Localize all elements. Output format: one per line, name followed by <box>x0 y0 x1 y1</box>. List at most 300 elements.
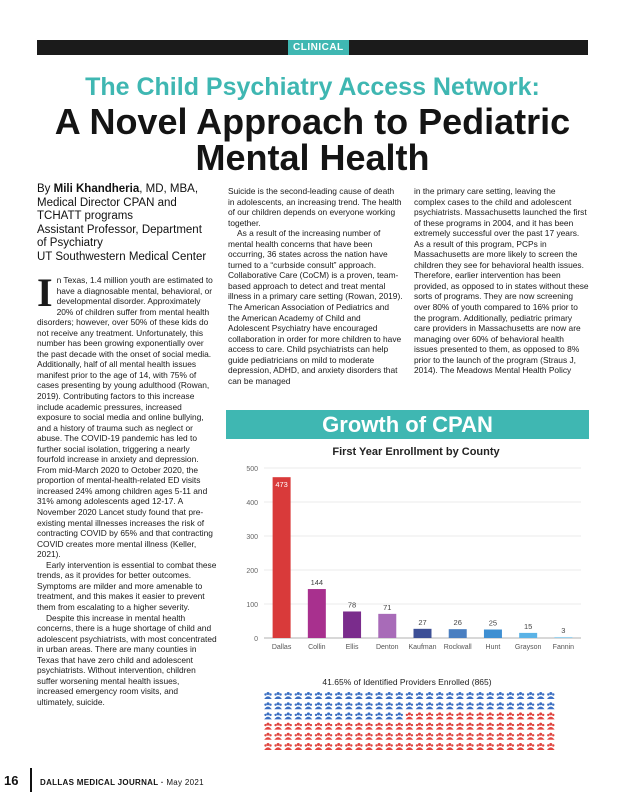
person-icon-head <box>391 724 393 726</box>
person-icon-head <box>539 712 542 715</box>
person-icon-head <box>451 734 453 736</box>
person-icon <box>284 712 292 719</box>
person-icon-head <box>458 712 461 715</box>
person-icon-head <box>347 733 350 736</box>
person-icon-head <box>522 714 524 716</box>
person-icon-body <box>315 727 323 730</box>
person-icon-head <box>305 714 307 716</box>
person-icon <box>295 692 303 699</box>
person-icon-head <box>418 733 421 736</box>
person-icon <box>396 723 404 730</box>
person-icon-head <box>317 702 320 705</box>
person-icon-head <box>406 724 408 726</box>
person-icon-head <box>274 734 276 736</box>
page-number: 16 <box>4 773 19 788</box>
person-icon-head <box>295 734 297 736</box>
person-icon-body <box>456 737 464 740</box>
person-icon-head <box>305 744 307 746</box>
person-icon-head <box>489 692 492 695</box>
person-icon-head <box>350 704 352 706</box>
person-icon-head <box>340 704 342 706</box>
person-icon <box>537 692 545 699</box>
bar <box>519 633 537 638</box>
person-icon-body <box>355 707 363 710</box>
person-icon-head <box>307 712 310 715</box>
person-icon <box>497 692 505 699</box>
person-icon-body <box>517 707 525 710</box>
person-icon-head <box>497 724 499 726</box>
person-icon-head <box>481 714 483 716</box>
person-icon-head <box>267 743 270 746</box>
person-icon-head <box>517 734 519 736</box>
person-icon-body <box>345 747 353 750</box>
person-icon-head <box>519 702 522 705</box>
bar <box>378 614 396 638</box>
person-icon-head <box>320 714 322 716</box>
person-icon-body <box>406 696 414 699</box>
person-icon <box>466 702 474 709</box>
person-icon-head <box>274 714 276 716</box>
person-icon <box>365 743 373 750</box>
title-line-2: Mental Health <box>195 137 430 178</box>
data-label: 78 <box>347 600 357 610</box>
person-icon-head <box>360 734 362 736</box>
person-icon-head <box>335 724 337 726</box>
person-icon-head <box>295 693 297 695</box>
person-icon-body <box>365 707 373 710</box>
person-icon-body <box>416 707 424 710</box>
person-icon-head <box>451 724 453 726</box>
person-icon-head <box>431 724 433 726</box>
person-icon-body <box>365 717 373 720</box>
person-icon-head <box>458 743 461 746</box>
person-icon-head <box>287 702 290 705</box>
person-icon-head <box>512 693 514 695</box>
person-icon-body <box>325 737 333 740</box>
person-icon <box>436 712 444 719</box>
person-icon-head <box>492 744 494 746</box>
person-icon-head <box>274 693 276 695</box>
person-icon-head <box>466 724 468 726</box>
person-icon-head <box>264 704 266 706</box>
person-icon-head <box>325 724 327 726</box>
footer-divider <box>30 768 32 792</box>
person-icon-body <box>476 737 484 740</box>
person-icon-head <box>285 693 287 695</box>
person-icon-body <box>355 727 363 730</box>
person-icon-head <box>492 734 494 736</box>
person-icon-head <box>461 724 463 726</box>
person-icon-body <box>497 737 505 740</box>
person-icon-head <box>502 724 504 726</box>
person-icon-head <box>378 733 381 736</box>
person-icon-head <box>537 744 539 746</box>
person-icon <box>497 743 505 750</box>
person-icon-head <box>297 712 300 715</box>
person-icon-head <box>426 714 428 716</box>
person-icon-body <box>476 727 484 730</box>
person-icon <box>305 692 313 699</box>
person-icon-head <box>327 743 330 746</box>
person-icon-head <box>360 744 362 746</box>
data-label: 27 <box>418 617 427 627</box>
person-icon <box>315 723 323 730</box>
person-icon <box>426 712 434 719</box>
person-icon-body <box>446 696 454 699</box>
person-icon <box>416 712 424 719</box>
person-icon-head <box>406 744 408 746</box>
person-icon-head <box>446 693 448 695</box>
person-icon-head <box>355 734 357 736</box>
person-icon-body <box>426 747 434 750</box>
person-icon-body <box>355 747 363 750</box>
person-icon-body <box>466 696 474 699</box>
person-icon <box>517 702 525 709</box>
person-icon <box>274 692 282 699</box>
person-icon-head <box>277 733 280 736</box>
person-icon <box>295 712 303 719</box>
person-icon-body <box>365 727 373 730</box>
person-icon <box>274 743 282 750</box>
person-icon <box>335 743 343 750</box>
person-icon-head <box>285 724 287 726</box>
person-icon-head <box>337 723 340 726</box>
person-icon-body <box>274 747 282 750</box>
person-icon-head <box>542 724 544 726</box>
person-icon-head <box>320 744 322 746</box>
person-icon-head <box>542 734 544 736</box>
person-icon-head <box>386 734 388 736</box>
person-icon <box>426 723 434 730</box>
person-icon-body <box>476 747 484 750</box>
person-icon-head <box>411 744 413 746</box>
person-icon-body <box>527 737 535 740</box>
person-icon-head <box>476 744 478 746</box>
person-icon-body <box>325 696 333 699</box>
person-icon-body <box>537 737 545 740</box>
person-icon-head <box>350 734 352 736</box>
person-icon-head <box>529 743 532 746</box>
person-icon-head <box>426 724 428 726</box>
person-icon-head <box>285 734 287 736</box>
person-icon-head <box>285 744 287 746</box>
byline-line: TCHATT programs <box>37 210 134 223</box>
person-icon <box>284 692 292 699</box>
person-icon-head <box>401 744 403 746</box>
person-icon-head <box>542 714 544 716</box>
person-icon <box>345 702 353 709</box>
data-label: 3 <box>561 625 566 635</box>
person-icon-head <box>401 714 403 716</box>
person-icon <box>426 692 434 699</box>
person-icon-head <box>522 693 524 695</box>
person-icon-body <box>426 707 434 710</box>
person-icon-head <box>325 734 327 736</box>
person-icon-head <box>527 734 529 736</box>
person-icon-body <box>527 696 535 699</box>
person-icon-body <box>274 727 282 730</box>
person-icon-body <box>335 727 343 730</box>
person-icon-head <box>396 693 398 695</box>
person-icon-head <box>492 704 494 706</box>
person-icon-head <box>456 714 458 716</box>
person-icon-head <box>279 714 281 716</box>
person-icon <box>476 743 484 750</box>
person-icon-head <box>418 743 421 746</box>
byline-author: Mili Khandheria <box>53 183 140 195</box>
person-icon-head <box>549 712 552 715</box>
person-icon-head <box>277 702 280 705</box>
person-icon-head <box>401 734 403 736</box>
person-icon-body <box>284 707 292 710</box>
person-icon-head <box>347 743 350 746</box>
person-icon-head <box>347 692 350 695</box>
person-icon-head <box>267 723 270 726</box>
person-icon-head <box>317 712 320 715</box>
person-icon-head <box>421 714 423 716</box>
person-icon <box>284 723 292 730</box>
person-icon-head <box>345 704 347 706</box>
person-icon <box>345 723 353 730</box>
person-icon-head <box>458 723 461 726</box>
person-icon-head <box>380 714 382 716</box>
person-icon <box>385 702 393 709</box>
person-icon-head <box>471 704 473 706</box>
person-icon-head <box>461 744 463 746</box>
person-icon-head <box>509 733 512 736</box>
person-icon-body <box>284 747 292 750</box>
person-icon-head <box>330 714 332 716</box>
person-icon-body <box>416 747 424 750</box>
person-icon-body <box>456 727 464 730</box>
person-icon <box>274 733 282 740</box>
person-icon-body <box>295 737 303 740</box>
person-icon-head <box>542 744 544 746</box>
person-icon-head <box>479 702 482 705</box>
person-icon <box>486 702 494 709</box>
person-icon-head <box>522 734 524 736</box>
person-icon-body <box>486 696 494 699</box>
person-icon-body <box>385 707 393 710</box>
person-icon-body <box>385 727 393 730</box>
person-icon-head <box>305 693 307 695</box>
body-column-2 <box>228 186 403 386</box>
person-icon-head <box>436 724 438 726</box>
person-icon-head <box>269 724 271 726</box>
person-icon-head <box>549 702 552 705</box>
person-icon-head <box>345 714 347 716</box>
person-icon-head <box>497 704 499 706</box>
person-icon-head <box>325 744 327 746</box>
person-icon-body <box>284 737 292 740</box>
person-icon <box>295 743 303 750</box>
person-icon-head <box>431 693 433 695</box>
person-icon <box>446 733 454 740</box>
person-icon-head <box>492 693 494 695</box>
enrollment-chart-svg <box>226 440 589 760</box>
person-icon <box>436 692 444 699</box>
person-icon-head <box>466 693 468 695</box>
person-icon-head <box>421 734 423 736</box>
person-icon <box>507 702 515 709</box>
person-icon <box>547 712 555 719</box>
person-icon-body <box>507 747 515 750</box>
person-icon-head <box>502 734 504 736</box>
person-icon-body <box>517 717 525 720</box>
person-icon-head <box>305 724 307 726</box>
person-icon <box>547 743 555 750</box>
person-icon <box>497 702 505 709</box>
person-icon-head <box>461 693 463 695</box>
person-icon <box>396 733 404 740</box>
person-icon-head <box>421 693 423 695</box>
person-icon-head <box>532 693 534 695</box>
person-icon-body <box>305 747 313 750</box>
person-icon-head <box>507 704 509 706</box>
person-icon-body <box>547 717 555 720</box>
person-icon-head <box>310 744 312 746</box>
person-icon-head <box>325 704 327 706</box>
person-icon-head <box>310 734 312 736</box>
person-icon-head <box>340 734 342 736</box>
person-icon <box>264 702 272 709</box>
byline-line: Assistant Professor, Department <box>37 223 202 236</box>
person-icon <box>406 723 414 730</box>
person-icon-head <box>378 702 381 705</box>
paragraph <box>37 270 217 560</box>
person-icon-head <box>471 724 473 726</box>
person-icon-head <box>297 702 300 705</box>
person-icon <box>497 733 505 740</box>
person-icon-head <box>388 723 391 726</box>
person-icon-head <box>436 693 438 695</box>
person-icon-head <box>509 723 512 726</box>
person-icon-head <box>398 743 401 746</box>
person-icon-head <box>547 724 549 726</box>
person-icon-head <box>378 723 381 726</box>
y-tick-label: 400 <box>246 500 258 507</box>
person-icon-head <box>532 744 534 746</box>
person-icon <box>486 692 494 699</box>
person-icon-head <box>539 692 542 695</box>
person-icon-head <box>386 693 388 695</box>
person-icon-head <box>479 692 482 695</box>
person-icon <box>456 723 464 730</box>
person-icon <box>335 733 343 740</box>
person-icon-body <box>527 707 535 710</box>
person-icon-head <box>350 744 352 746</box>
person-icon <box>507 712 515 719</box>
person-icon-head <box>310 714 312 716</box>
person-icon-head <box>401 724 403 726</box>
person-icon <box>476 702 484 709</box>
person-icon <box>406 712 414 719</box>
title-line-1: A Novel Approach to Pediatric <box>54 101 571 142</box>
person-icon <box>547 692 555 699</box>
bar <box>273 477 291 638</box>
person-icon-body <box>426 696 434 699</box>
person-icon-head <box>476 693 478 695</box>
person-icon-head <box>307 692 310 695</box>
person-icon-body <box>537 707 545 710</box>
person-icon-head <box>269 714 271 716</box>
person-icon <box>436 723 444 730</box>
person-icon-head <box>365 724 367 726</box>
person-icon-body <box>274 696 282 699</box>
person-icon-body <box>295 747 303 750</box>
person-icon-body <box>305 707 313 710</box>
person-icon-head <box>451 693 453 695</box>
person-icon <box>497 723 505 730</box>
article-kicker: The Child Psychiatry Access Network: <box>85 73 540 101</box>
person-icon-body <box>476 717 484 720</box>
person-icon-head <box>416 704 418 706</box>
person-icon-head <box>522 724 524 726</box>
y-tick-label: 100 <box>246 602 258 609</box>
person-icon-body <box>446 737 454 740</box>
person-icon-head <box>438 712 441 715</box>
person-icon-head <box>461 704 463 706</box>
person-icon-head <box>509 712 512 715</box>
person-icon <box>537 712 545 719</box>
person-icon-head <box>386 744 388 746</box>
person-icon-head <box>340 744 342 746</box>
person-icon-head <box>438 723 441 726</box>
person-icon-body <box>507 707 515 710</box>
person-icon-body <box>507 727 515 730</box>
person-icon-body <box>547 696 555 699</box>
person-icon-head <box>527 693 529 695</box>
person-icon-head <box>315 704 317 706</box>
person-icon-head <box>549 733 552 736</box>
person-icon-body <box>476 707 484 710</box>
person-icon-body <box>325 747 333 750</box>
person-icon-head <box>512 704 514 706</box>
person-icon-head <box>300 714 302 716</box>
person-icon-head <box>388 733 391 736</box>
person-icon-head <box>547 693 549 695</box>
person-icon-head <box>502 744 504 746</box>
person-icon-body <box>385 717 393 720</box>
person-icon-head <box>448 723 451 726</box>
person-icon <box>264 723 272 730</box>
person-icon-body <box>396 717 404 720</box>
person-icon-head <box>317 692 320 695</box>
person-icon-body <box>295 717 303 720</box>
person-icon-head <box>466 714 468 716</box>
person-icon <box>325 692 333 699</box>
person-icon-head <box>365 714 367 716</box>
person-icon-head <box>345 724 347 726</box>
person-icon-body <box>547 707 555 710</box>
paragraph: Early intervention is essential to combat these trends, as it provides for better outcomes. Symptoms are milder and more amenable to treatment, and this makes it easier to prevent them from escalating to a higher severity. <box>37 559 217 612</box>
person-icon-head <box>267 702 270 705</box>
enrollment-chart <box>226 440 589 765</box>
person-icon-body <box>436 717 444 720</box>
person-icon-body <box>385 737 393 740</box>
person-icon-head <box>345 744 347 746</box>
person-icon <box>375 723 383 730</box>
person-icon-head <box>522 704 524 706</box>
person-icon-head <box>469 743 472 746</box>
byline-line: of Psychiatry <box>37 237 103 250</box>
byline-line: UT Southwestern Medical Center <box>37 250 207 263</box>
person-icon-head <box>489 702 492 705</box>
person-icon-head <box>267 712 270 715</box>
person-icon-head <box>350 724 352 726</box>
person-icon-head <box>406 714 408 716</box>
person-icon-head <box>300 724 302 726</box>
